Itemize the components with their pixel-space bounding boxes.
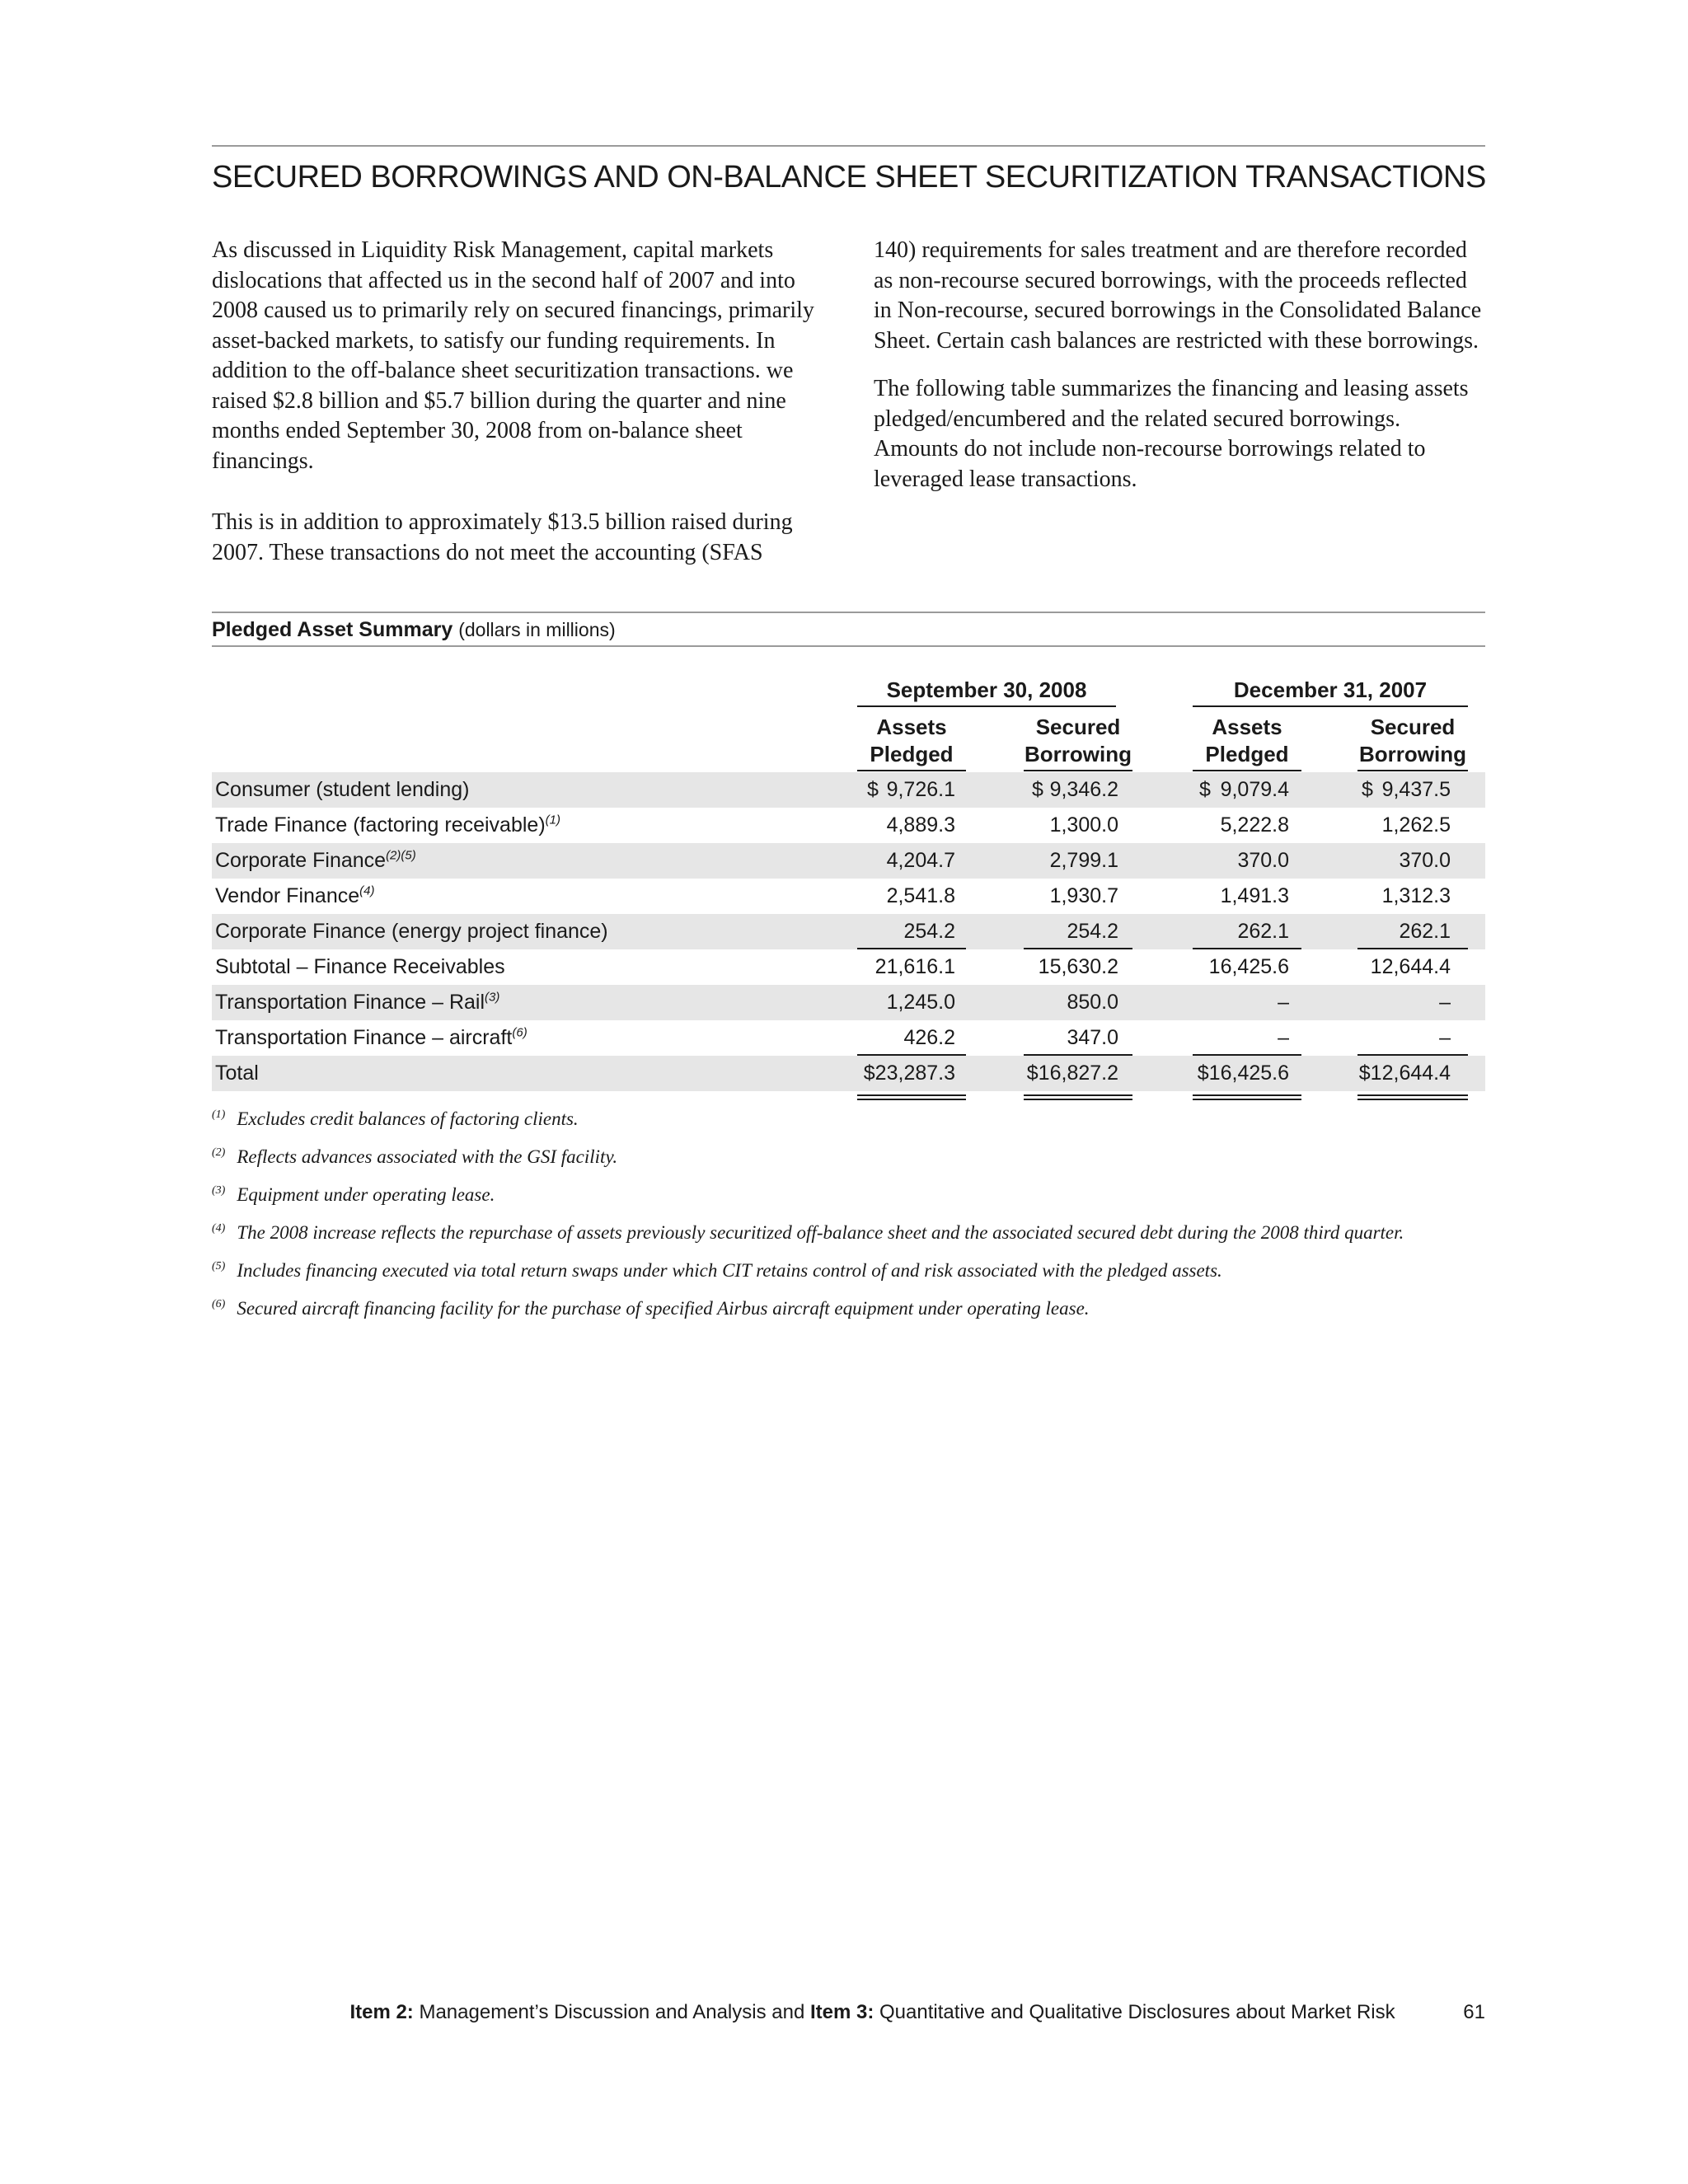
table-top-rule [212,612,1485,613]
row-label [215,813,560,837]
cell-value: 850.0 [1067,991,1118,1014]
col-header-rule [1193,770,1301,771]
group-header-dec-2007: December 31, 2007 [1233,677,1428,702]
cell-value: – [1278,1026,1289,1049]
col-header-assets-pledged [1193,714,1301,768]
group-header-sep-2008: September 30, 2008 [886,677,1087,702]
cell-value: 1,930.7 [1049,884,1118,907]
table-title-note: (dollars in millions) [458,619,616,640]
row-label-text: Transportation Finance – aircraft [215,1026,513,1049]
total-double-rule [857,1099,966,1100]
cell-value: 1,491.3 [1220,884,1289,907]
currency-sign: $ [867,778,879,801]
col-header-secured-borrowing [1024,714,1132,768]
cell-value: 347.0 [1067,1026,1118,1049]
col-header-secured-borrowing [1357,714,1468,768]
footer-item3-label: Item 3: [809,2001,874,2023]
table-title-rule [212,645,1485,647]
row-label [215,1062,259,1085]
cell-value: 254.2 [903,920,955,943]
currency-sign: $ [1032,778,1043,801]
cell-value: 12,644.4 [1370,955,1451,978]
table-row [212,949,1485,985]
footnote [212,1108,579,1130]
currency-sign: $ [1362,778,1373,801]
col-header-line: Assets [1212,715,1282,739]
cell-value: – [1439,1026,1451,1049]
col-header-line: Secured [1370,715,1456,739]
row-label-text: Subtotal – Finance Receivables [215,955,505,978]
footnote-ref: (3) [485,990,500,1005]
row-label-text: Total [215,1062,259,1085]
footnote [212,1222,1404,1244]
col-header-line: Secured [1035,715,1121,739]
footnote-number: (6) [212,1298,226,1311]
footer-item3-text: Quantitative and Qualitative Disclosures about Market Risk [879,2001,1395,2023]
row-label-text: Vendor Finance [215,884,360,907]
cell-value: 9,437.5 [1381,778,1451,801]
col-header-line: Pledged [1205,742,1289,766]
cell-value: – [1439,991,1451,1014]
cell-value: 21,616.1 [874,955,955,978]
cell-value: 5,222.8 [1220,813,1289,837]
cell-value: 9,079.4 [1220,778,1289,801]
footnote-number: (3) [212,1184,226,1197]
total-double-rule [1024,1094,1132,1096]
cell-value: $16,425.6 [1197,1062,1289,1085]
cell-value: 9,726.1 [886,778,955,801]
col-header-line: Borrowing [1025,742,1132,766]
total-double-rule [1024,1099,1132,1100]
total-double-rule [1357,1099,1468,1100]
body-paragraph: As discussed in Liquidity Risk Management, capital markets dislocations that affected us in the second half of 2007 and into 2008 caused us to primarily rely on secured financings, primarily asset-backed markets, to satisfy our funding requirements. In addition to the off-balance sheet securitization transactions. we raised $2.8 billion and $5.7 billion during the quarter and nine months ended September 30, 2008 from on-balance sheet financings. [212,237,814,474]
table-title [212,618,616,642]
cell-value: 1,262.5 [1381,813,1451,837]
body-right-column [874,236,1484,494]
cell-value: 4,889.3 [886,813,955,837]
table-row [212,879,1485,914]
table-title-bold: Pledged Asset Summary [212,618,453,641]
row-label-text: Transportation Finance – Rail [215,991,485,1014]
cell-value: 9,346.2 [1049,778,1118,801]
footnote-number: (2) [212,1146,226,1160]
row-label [215,884,374,908]
footnote-text: Equipment under operating lease. [237,1184,495,1205]
total-double-rule [1193,1094,1301,1096]
cell-value: 4,204.7 [886,849,955,872]
table-row-total [212,1056,1485,1091]
body-left-column [212,236,822,568]
cell-value: 370.0 [1237,849,1289,872]
total-double-rule [1357,1094,1468,1096]
group-header-rule [1193,705,1468,707]
row-label [215,920,608,944]
currency-sign: $ [1199,778,1211,801]
footnote [212,1260,1222,1282]
footnote-text: Secured aircraft financing facility for the purchase of specified Airbus aircraft equipment under operating lease. [237,1298,1090,1319]
cell-value: 426.2 [903,1026,955,1049]
col-header-assets-pledged [857,714,966,768]
footnote [212,1184,495,1206]
footnote-ref: (2)(5) [386,848,416,863]
row-label [215,778,470,802]
col-header-rule [857,770,966,771]
col-header-line: Pledged [870,742,954,766]
table-row [212,843,1485,879]
cell-value: 2,541.8 [886,884,955,907]
cell-value: – [1278,991,1289,1014]
footnote-number: (1) [212,1108,226,1122]
row-label [215,955,505,979]
table-row [212,985,1485,1020]
table-row [212,808,1485,843]
col-header-line: Borrowing [1359,742,1466,766]
cell-value: 16,425.6 [1208,955,1289,978]
row-label-text: Corporate Finance [215,849,387,872]
cell-value: 262.1 [1399,920,1451,943]
cell-value: 254.2 [1067,920,1118,943]
cell-value: 370.0 [1399,849,1451,872]
col-header-rule [1024,770,1132,771]
row-label-text: Consumer (student lending) [215,778,470,801]
total-double-rule [1193,1099,1301,1100]
table-row [212,772,1485,808]
footnote-text: Excludes credit balances of factoring clients. [237,1108,579,1129]
footnote-text: Includes financing executed via total return swaps under which CIT retains control of and risk associated with the pledged assets. [237,1260,1222,1281]
top-rule [212,145,1485,147]
body-paragraph: The following table summarizes the financing and leasing assets pledged/encumbered and the related secured borrowings. Amounts do not include non-recourse borrowings related to leveraged lease transactions. [874,376,1469,492]
footnote-number: (5) [212,1260,226,1273]
body-paragraph: 140) requirements for sales treatment and are therefore recorded as non-recourse secured borrowings, with the proceeds reflected in Non-recourse, secured borrowings in the Consolidated Balance Sheet. Certain cash balances are restricted with these borrowings. [874,237,1482,354]
cell-value: 2,799.1 [1049,849,1118,872]
cell-value: $23,287.3 [863,1062,955,1085]
table-row [212,1020,1485,1056]
cell-value: 262.1 [1237,920,1289,943]
row-label [215,1026,528,1050]
cell-value: 1,245.0 [886,991,955,1014]
row-label-text: Trade Finance (factoring receivable) [215,813,546,837]
col-header-rule [1357,770,1468,771]
body-paragraph: This is in addition to approximately $13.5 billion raised during 2007. These transactions do not meet the accounting (SFAS [212,509,793,565]
page-number: 61 [1463,2001,1485,2023]
col-header-line: Assets [876,715,947,739]
total-double-rule [857,1094,966,1096]
row-label-text: Corporate Finance (energy project finance) [215,920,608,943]
footnote-ref: (1) [545,813,560,827]
footnote [212,1298,1090,1319]
cell-value: $16,827.2 [1026,1062,1118,1085]
footnote-number: (4) [212,1222,226,1235]
footnote-text: The 2008 increase reflects the repurchase of assets previously securitized off-balance sheet and the associated secured debt during the 2008 third quarter. [237,1222,1404,1243]
cell-value: $12,644.4 [1358,1062,1451,1085]
footnote-ref: (6) [512,1025,528,1040]
footnote-text: Reflects advances associated with the GSI facility. [237,1146,618,1167]
table-row [212,914,1485,949]
footer-item2-label: Item 2: [349,2001,414,2023]
section-title: SECURED BORROWINGS AND ON-BALANCE SHEET SECURITIZATION TRANSACTIONS [212,160,1486,194]
row-label [215,991,499,1015]
footer-item2-text: Management’s Discussion and Analysis and [419,2001,805,2023]
cell-value: 1,312.3 [1381,884,1451,907]
row-label [215,849,416,873]
group-header-rule [857,705,1116,707]
footnote [212,1146,617,1168]
cell-value: 15,630.2 [1038,955,1118,978]
cell-value: 1,300.0 [1049,813,1118,837]
footnote-ref: (4) [359,883,375,898]
